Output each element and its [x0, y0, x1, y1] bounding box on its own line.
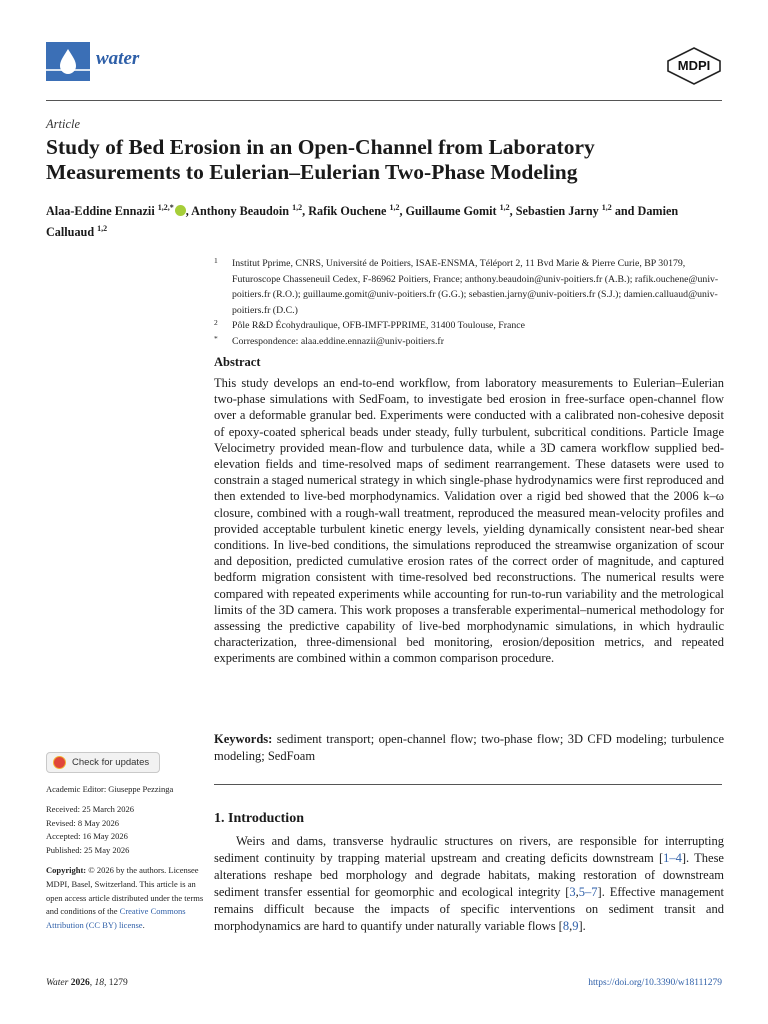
author-name[interactable]: Alaa-Eddine Ennazii	[46, 204, 158, 219]
affiliations	[214, 256, 724, 349]
author-affiliation-mark: 1,2	[389, 203, 400, 212]
introduction-text-run: ,	[575, 885, 579, 899]
author-name[interactable]: Rafik Ouchene	[308, 204, 390, 219]
doi-link[interactable]: https://doi.org/10.3390/w18111279	[588, 978, 722, 988]
abstract-heading: Abstract	[214, 355, 261, 369]
citation-link[interactable]: 3	[569, 885, 576, 899]
affiliation-mark: *	[214, 333, 218, 343]
citation-link[interactable]: 9	[572, 919, 579, 933]
affiliation-text: Pôle R&D Écohydraulique, OFB-IMFT-PPRIME, 31400 Toulouse, France	[232, 320, 525, 331]
footer-journal: Water	[46, 978, 69, 988]
author-name[interactable]: Damien Calluaud	[46, 204, 679, 240]
citation-link[interactable]: 5–7	[578, 885, 598, 899]
author-name[interactable]: Anthony Beaudoin	[191, 204, 293, 219]
affiliation-text: Institut Pprime, CNRS, Université de Poitiers, ISAE-ENSMA, Téléport 2, 11 Bvd Marie & Pierre Curie, BP 30179, Futuroscope Chasseneuil Cedex, F-86962 Poitiers, France; anthony.beaudoin@univ-poitiers.fr (A.B.); rafik.ouchene@univ-poitiers.fr (R.O.); guillaume.gomit@univ-poitiers.fr (G.G.); sebastien.jarny@univ-poitiers.fr (S.J.); damien.calluaud@univ-poitiers.fr (D.C.)	[232, 258, 719, 316]
copyright-notice: Copyright: © 2026 by the authors. Licensee MDPI, Basel, Switzerland. This article is an open access article distributed under the terms and conditions of the Creative Commons Attribution (CC BY) license.	[46, 864, 204, 931]
author-affiliation-mark: 1,2,*	[157, 203, 174, 212]
introduction-text-run: ].	[578, 919, 586, 933]
affiliation-mark: 2	[214, 318, 218, 327]
article-type: Article	[46, 117, 81, 131]
footer-volume: 18	[94, 978, 104, 988]
author-and: and	[614, 204, 635, 219]
keywords-label: Keywords:	[214, 732, 273, 746]
introduction-text-run: ]. Effective management remains difficult because the impacts of specific interventions on sediment transit and morphodynamics are hard to quantify under naturally variable flows [	[214, 885, 724, 933]
water-drop-icon	[46, 42, 90, 81]
author-affiliation-mark: 1,2	[601, 203, 612, 212]
affiliation-item	[214, 318, 724, 334]
date-accepted: Accepted: 16 May 2026	[46, 831, 128, 842]
introduction-text-run: Weirs and dams, transverse hydraulic structures on rivers, are responsible for interrupting sediment continuity by trapping material upstream and creating deficits downstream [	[214, 834, 724, 865]
date-received: Received: 25 March 2026	[46, 803, 135, 814]
introduction-text	[214, 833, 724, 935]
affiliation-item	[214, 334, 724, 350]
copyright-label: Copyright:	[46, 864, 87, 875]
author-affiliation-mark: 1,2	[97, 224, 108, 234]
citation-footer: Water 2026, 18, 1279	[46, 978, 128, 988]
publisher-logo[interactable]	[666, 47, 722, 85]
journal-logo	[46, 42, 90, 81]
academic-editor: Academic Editor: Giuseppe Pezzinga	[46, 784, 174, 794]
author-list: Alaa-Eddine Ennazii $^{1,2,*}$ , Anthony Beaudoin $^{1,2}$, Rafik Ouchene $^{1,2}$, Guillaume Gomit $^{1,2}$, Sebastien Jarny $^{1,2}$ and Damien Calluaud $^{1,2}$	[46, 203, 679, 240]
publisher-name: MDPI	[677, 58, 711, 73]
author-affiliation-mark: 1,2	[292, 203, 303, 212]
citation-link[interactable]: 8	[562, 919, 570, 933]
affiliation-text: Correspondence: alaa.eddine.ennazii@univ-poitiers.fr	[232, 335, 444, 347]
keywords-text: sediment transport; open-channel flow; two-phase flow; 3D CFD modeling; turbulence modeling; SedFoam	[214, 732, 725, 763]
check-for-updates-button[interactable]	[46, 752, 160, 773]
article-info-sidebar	[46, 783, 206, 933]
abstract-text: This study develops an end-to-end workflow, from laboratory measurements to Eulerian–Eulerian two-phase simulations with SedFoam, to investigate bed erosion in free-surface open-channel flow over a deformable granular bed. Experiments were conducted with a calibrated non-cohesive deposit of epoxy-coated spherical beads under steady, fully turbulent, subcritical conditions. Particle Image Velocimetry provided mean-flow and turbulence data, while a 3D camera workflow supplied bed-elevation fields and time-resolved maps of sediment rearrangement. These datasets were used to constrain a staged numerical strategy in which single-phase hydrodynamics were first reproduced and then extended to live-bed morphodynamics. Validation over a rigid bed showed that the 2006 k–ω closure, combined with a rough-wall treatment, reproduced the measured mean-velocity profiles and provided acceptable turbulent kinetic energy levels, yielding dynamically consistent near-bed shear conditions. In live-bed conditions, the simulations reproduced the streamwise organization of scour and deposition, predicted cumulative erosion rates of the correct order of magnitude, and captured bedform migration consistent with time-resolved bed reconstructions. The numerical results were compared with repeated experiments while accounting for run-to-run variability and the metrological limits of the 3D camera. This work proposes a transferable experimental–numerical methodology for assessing the predictive capability of live-bed morphodynamic simulations, in which hydraulic characterization, three-dimensional bed monitoring, erosion/deposition metrics, and repeated experiments are combined within a common comparison procedure.	[214, 376, 724, 666]
author-name[interactable]: Guillaume Gomit	[405, 204, 500, 219]
footer-article-number: 1279	[108, 978, 128, 988]
section-divider	[214, 784, 722, 785]
copyright-text: © 2026 by the authors. Licensee MDPI, Basel, Switzerland. This article is an open access article distributed under the terms and conditions of the	[46, 864, 204, 917]
author-affiliation-mark: 1,2	[499, 203, 510, 212]
check-for-updates-label: Check for updates	[72, 757, 150, 768]
introduction-text-run: ]. These alterations reshape bed morphology and degrade habitats, making restoration of downstream sediment transfer essential for geomorphic and ecological integrity [	[214, 851, 724, 899]
introduction-text-run: ,	[569, 919, 573, 933]
footer-year: 2026	[70, 978, 90, 988]
header-divider	[46, 100, 722, 101]
affiliation-mark: 1	[214, 256, 218, 265]
article-title: Study of Bed Erosion in an Open-Channel from Laboratory Measurements to Eulerian–Eulerian Two-Phase Modeling	[46, 135, 595, 184]
citation-link[interactable]: 1–4	[663, 851, 682, 865]
affiliation-item	[214, 256, 724, 318]
keywords	[214, 731, 724, 765]
journal-name[interactable]: water	[96, 48, 140, 69]
license-link[interactable]: Creative Commons Attribution (CC BY) license	[46, 906, 186, 931]
update-badge-icon	[53, 756, 66, 769]
introduction-heading: 1. Introduction	[214, 811, 304, 826]
date-revised: Revised: 8 May 2026	[46, 817, 119, 828]
date-published: Published: 25 May 2026	[46, 845, 130, 856]
orcid-icon[interactable]	[175, 205, 186, 216]
author-name[interactable]: Sebastien Jarny	[515, 204, 602, 219]
